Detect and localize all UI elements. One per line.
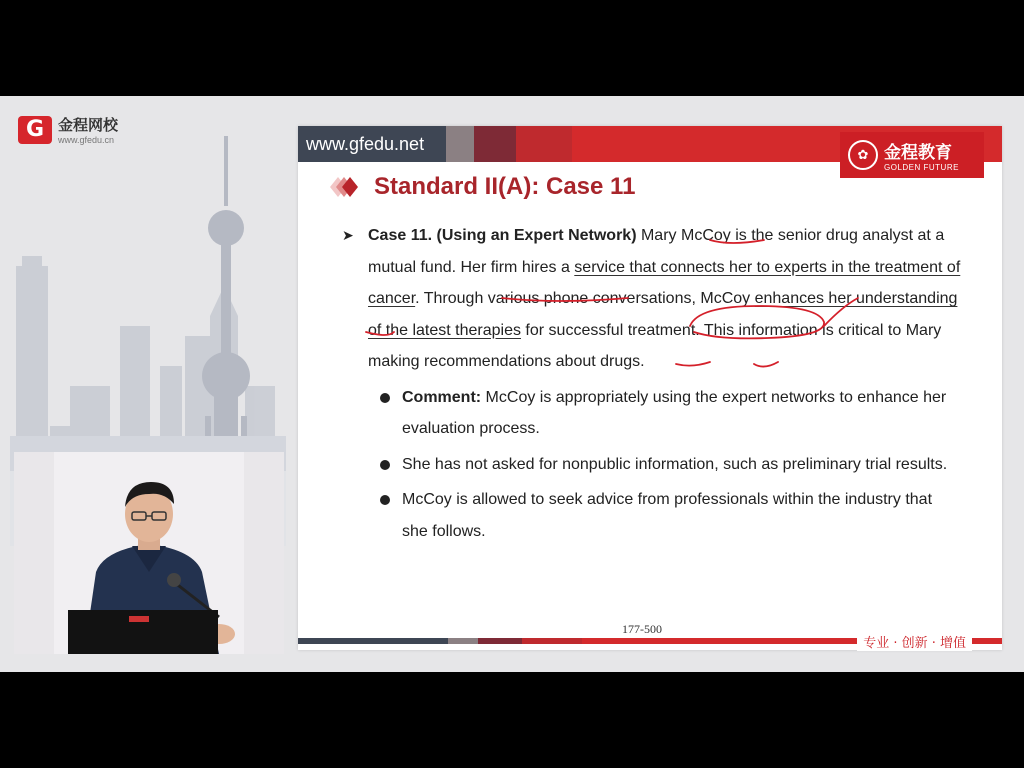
bullet-bold: Comment:: [402, 388, 482, 406]
bullet-dot-icon: [380, 495, 390, 505]
bullet-text: McCoy is appropriately using the expert networks to enhance her evaluation process.: [402, 388, 947, 437]
list-item: [372, 449, 962, 481]
para-text-1: Mary: [636, 227, 681, 244]
badge-name: 金程教育: [884, 143, 952, 163]
header-url: www.gfedu.net: [298, 126, 446, 162]
para-text-5: for successful treatment. This information is critical to Mary making recommendations about drugs.: [368, 321, 942, 370]
list-item: [372, 382, 962, 445]
case-label: Case 11. (Using an Expert Network): [368, 227, 637, 244]
presenter-figure: [14, 452, 284, 654]
underline-mccoy-2: McCoy: [700, 290, 751, 307]
logo-name: 金程网校: [58, 116, 119, 134]
slide-title: Standard II(A): Case 11: [374, 173, 636, 200]
case-paragraph: [342, 220, 962, 378]
para-text-3: . Through various phone conversations,: [415, 290, 701, 307]
video-frame: [0, 96, 1024, 672]
logo-url: www.gfedu.cn: [58, 135, 115, 145]
bullet-dot-icon: [380, 460, 390, 470]
slide-content: [342, 220, 962, 551]
bullet-text: She has not asked for nonpublic information, such as preliminary trial results.: [402, 455, 948, 473]
underline-service: service that connects her to experts in the treatment of cancer: [368, 258, 961, 307]
presenter-video: [14, 452, 284, 654]
diamond-marker-icon: [320, 172, 364, 202]
bullet-dot-icon: [380, 393, 390, 403]
list-item: [372, 484, 962, 547]
logo-icon: G: [18, 116, 52, 144]
para-text-2: is the senior drug analyst at a mutual fund. Her firm hires a: [368, 227, 945, 276]
badge-english-name: GOLDEN FUTURE: [884, 163, 959, 172]
golden-future-badge: [840, 132, 984, 178]
underline-mccoy-1: McCoy: [680, 227, 731, 244]
arrow-bullet-icon: ➤: [342, 227, 354, 243]
slide-title-row: [320, 172, 635, 202]
page-number: 177-500: [622, 622, 662, 636]
bullet-text: McCoy is allowed to seek advice from professionals within the industry that she follows.: [402, 491, 933, 540]
slogan: 专业 · 创新 · 增值: [857, 632, 972, 651]
brand-seal-icon: ✿: [848, 140, 878, 170]
underline-enhances: enhances her understanding of the latest therapies: [368, 290, 958, 339]
gfedu-logo: [18, 114, 118, 145]
lecture-slide: [298, 126, 1002, 650]
comment-list: [372, 382, 962, 548]
